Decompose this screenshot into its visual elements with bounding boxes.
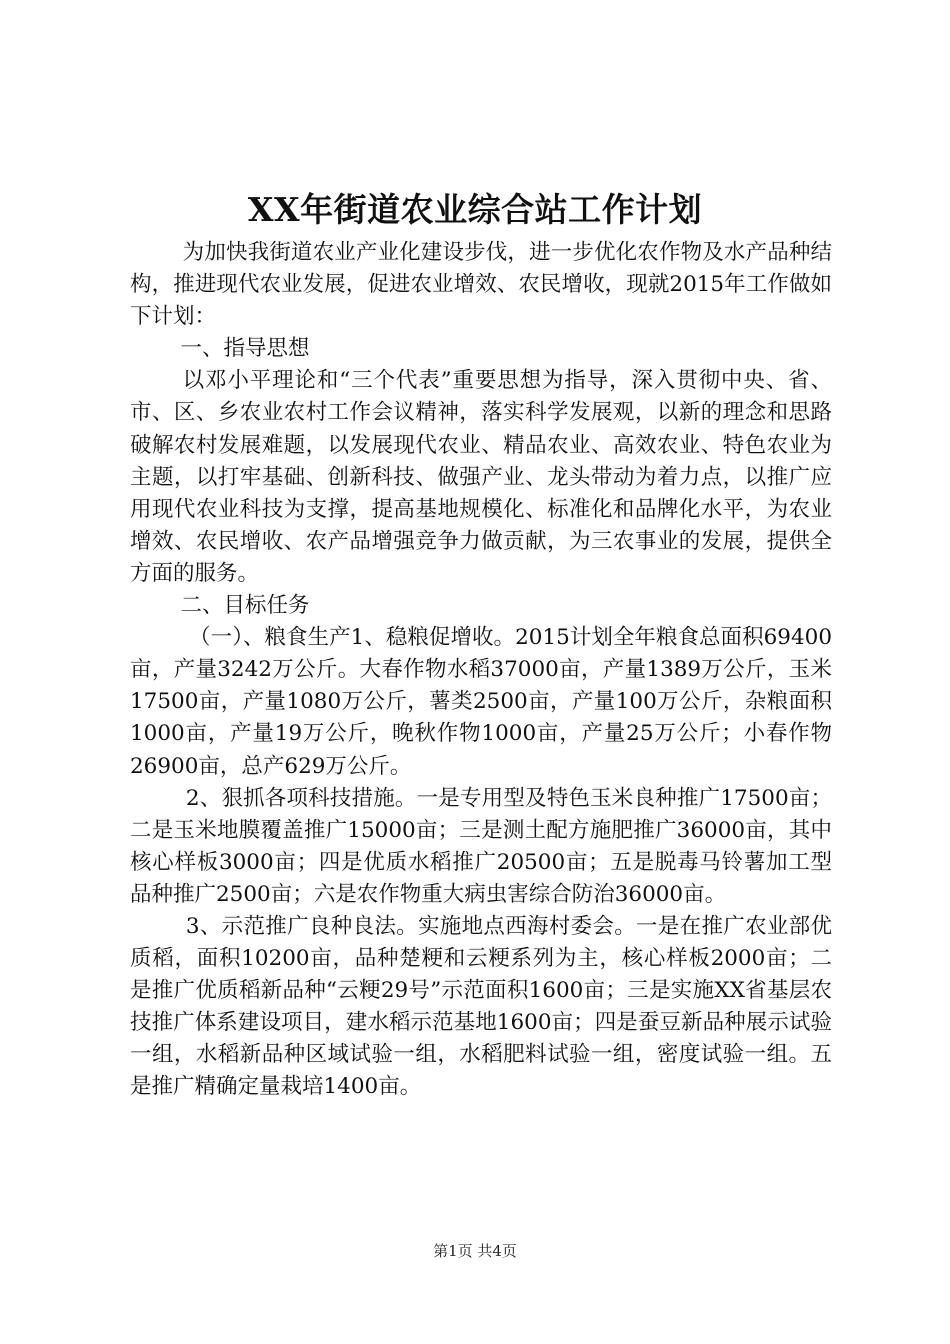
section-heading-guiding-ideology: 一、指导思想 [180,336,310,362]
grain-production-paragraph: （一）、粮食生产1、稳粮促增收。2015计划全年粮食总面积69400亩，产量3242万公斤。大春作物水稻37000亩，产量1389万公斤，玉米17500亩，产量1080万公斤，薯类2500亩，产量100万公斤，杂粮面积1000亩，产量19万公斤，晚秋作物1000亩，产量25万公斤；小春作物26900亩，总产629万公斤。 [130,625,832,779]
document-title: XX年街道农业综合站工作计划 [247,190,703,229]
guiding-ideology-paragraph: 以邓小平理论和“三个代表”重要思想为指导，深入贯彻中央、省、市、区、乡农业农村工作会议精神，落实科学发展观，以新的理念和思路破解农村发展难题，以发展现代农业、精品农业、高效农业、特色农业为主题，以打牢基础、创新科技、做强产业、龙头带动为着力点，以推广应用现代农业科技为支撑，提高基地规模化、标准化和品牌化水平，为农业增效、农民增收、农产品增强竞争力做贡献，为三农事业的发展，提供全方面的服务。 [130,368,832,586]
tech-measures-paragraph: 2、狠抓各项科技措施。一是专用型及特色玉米良种推广17500亩；二是玉米地膜覆盖推广15000亩；三是测土配方施肥推广36000亩，其中核心样板3000亩；四是优质水稻推广20500亩；五是脱毒马铃薯加工型品种推广2500亩；六是农作物重大病虫害综合防治36000亩。 [130,785,832,907]
page-indicator: 第1页 共4页 [433,1242,517,1260]
demonstration-paragraph: 3、示范推广良种良法。实施地点西海村委会。一是在推广农业部优质稻，面积10200亩，品种楚粳和云粳系列为主，核心样板2000亩；二是推广优质稻新品种“云粳29号”示范面积1600亩；三是实施XX省基层农技推广体系建设项目，建水稻示范基地1600亩；四是蚕豆新品种展示试验一组，水稻新品种区域试验一组，水稻肥料试验一组，密度试验一组。五是推广精确定量栽培1400亩。 [130,913,832,1100]
intro-paragraph: 为加快我街道农业产业化建设步伐，进一步优化农作物及水产品种结构，推进现代农业发展，促进农业增效、农民增收，现就2015年工作做如下计划： [130,240,832,330]
section-heading-targets: 二、目标任务 [180,593,310,619]
document-body [130,237,832,1104]
